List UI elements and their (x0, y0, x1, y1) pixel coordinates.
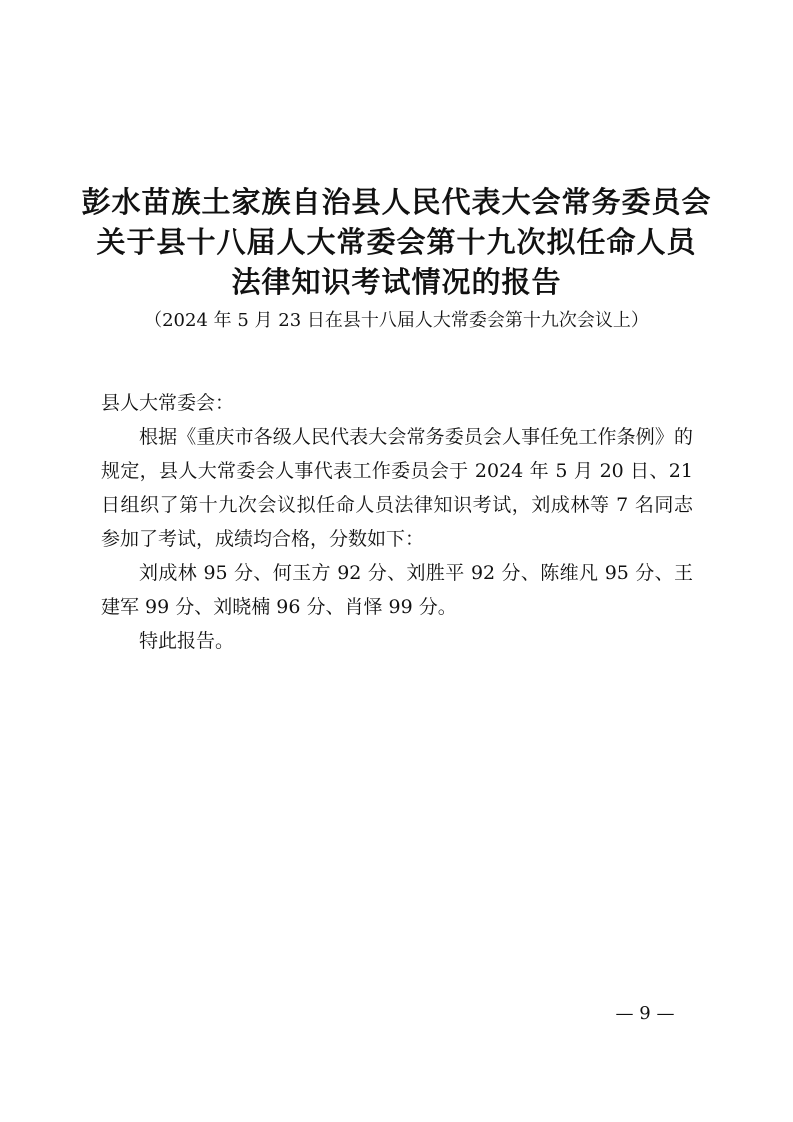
paragraph-scores: 刘成林 95 分、何玉方 92 分、刘胜平 92 分、陈维凡 95 分、王建军 99 分、刘晓楠 96 分、肖怿 99 分。 (101, 562, 693, 618)
title-line-2: 关于县十八届人大常委会第十九次拟任命人员 (96, 225, 697, 259)
title-line-3: 法律知识考试情况的报告 (231, 265, 562, 299)
title-line-1: 彭水苗族土家族自治县人民代表大会常务委员会 (81, 185, 712, 219)
salutation: 县人大常委会： (101, 392, 235, 414)
report-body (101, 386, 693, 658)
page-number: — 9 — (615, 1003, 675, 1024)
paragraph-exam-info: 根据《重庆市各级人民代表大会常务委员会人事任免工作条例》的规定，县人大常委会人事代表工作委员会于 2024 年 5 月 20 日、21 日组织了第十九次会议拟任命人员法律知识考试，刘成林等 7 名同志参加了考试，成绩均合格，分数如下： (101, 426, 693, 550)
closing-text: 特此报告。 (139, 630, 235, 652)
report-subtitle: （2024 年 5 月 23 日在县十八届人大常委会第十九次会议上） (144, 310, 649, 331)
report-title (60, 182, 733, 336)
